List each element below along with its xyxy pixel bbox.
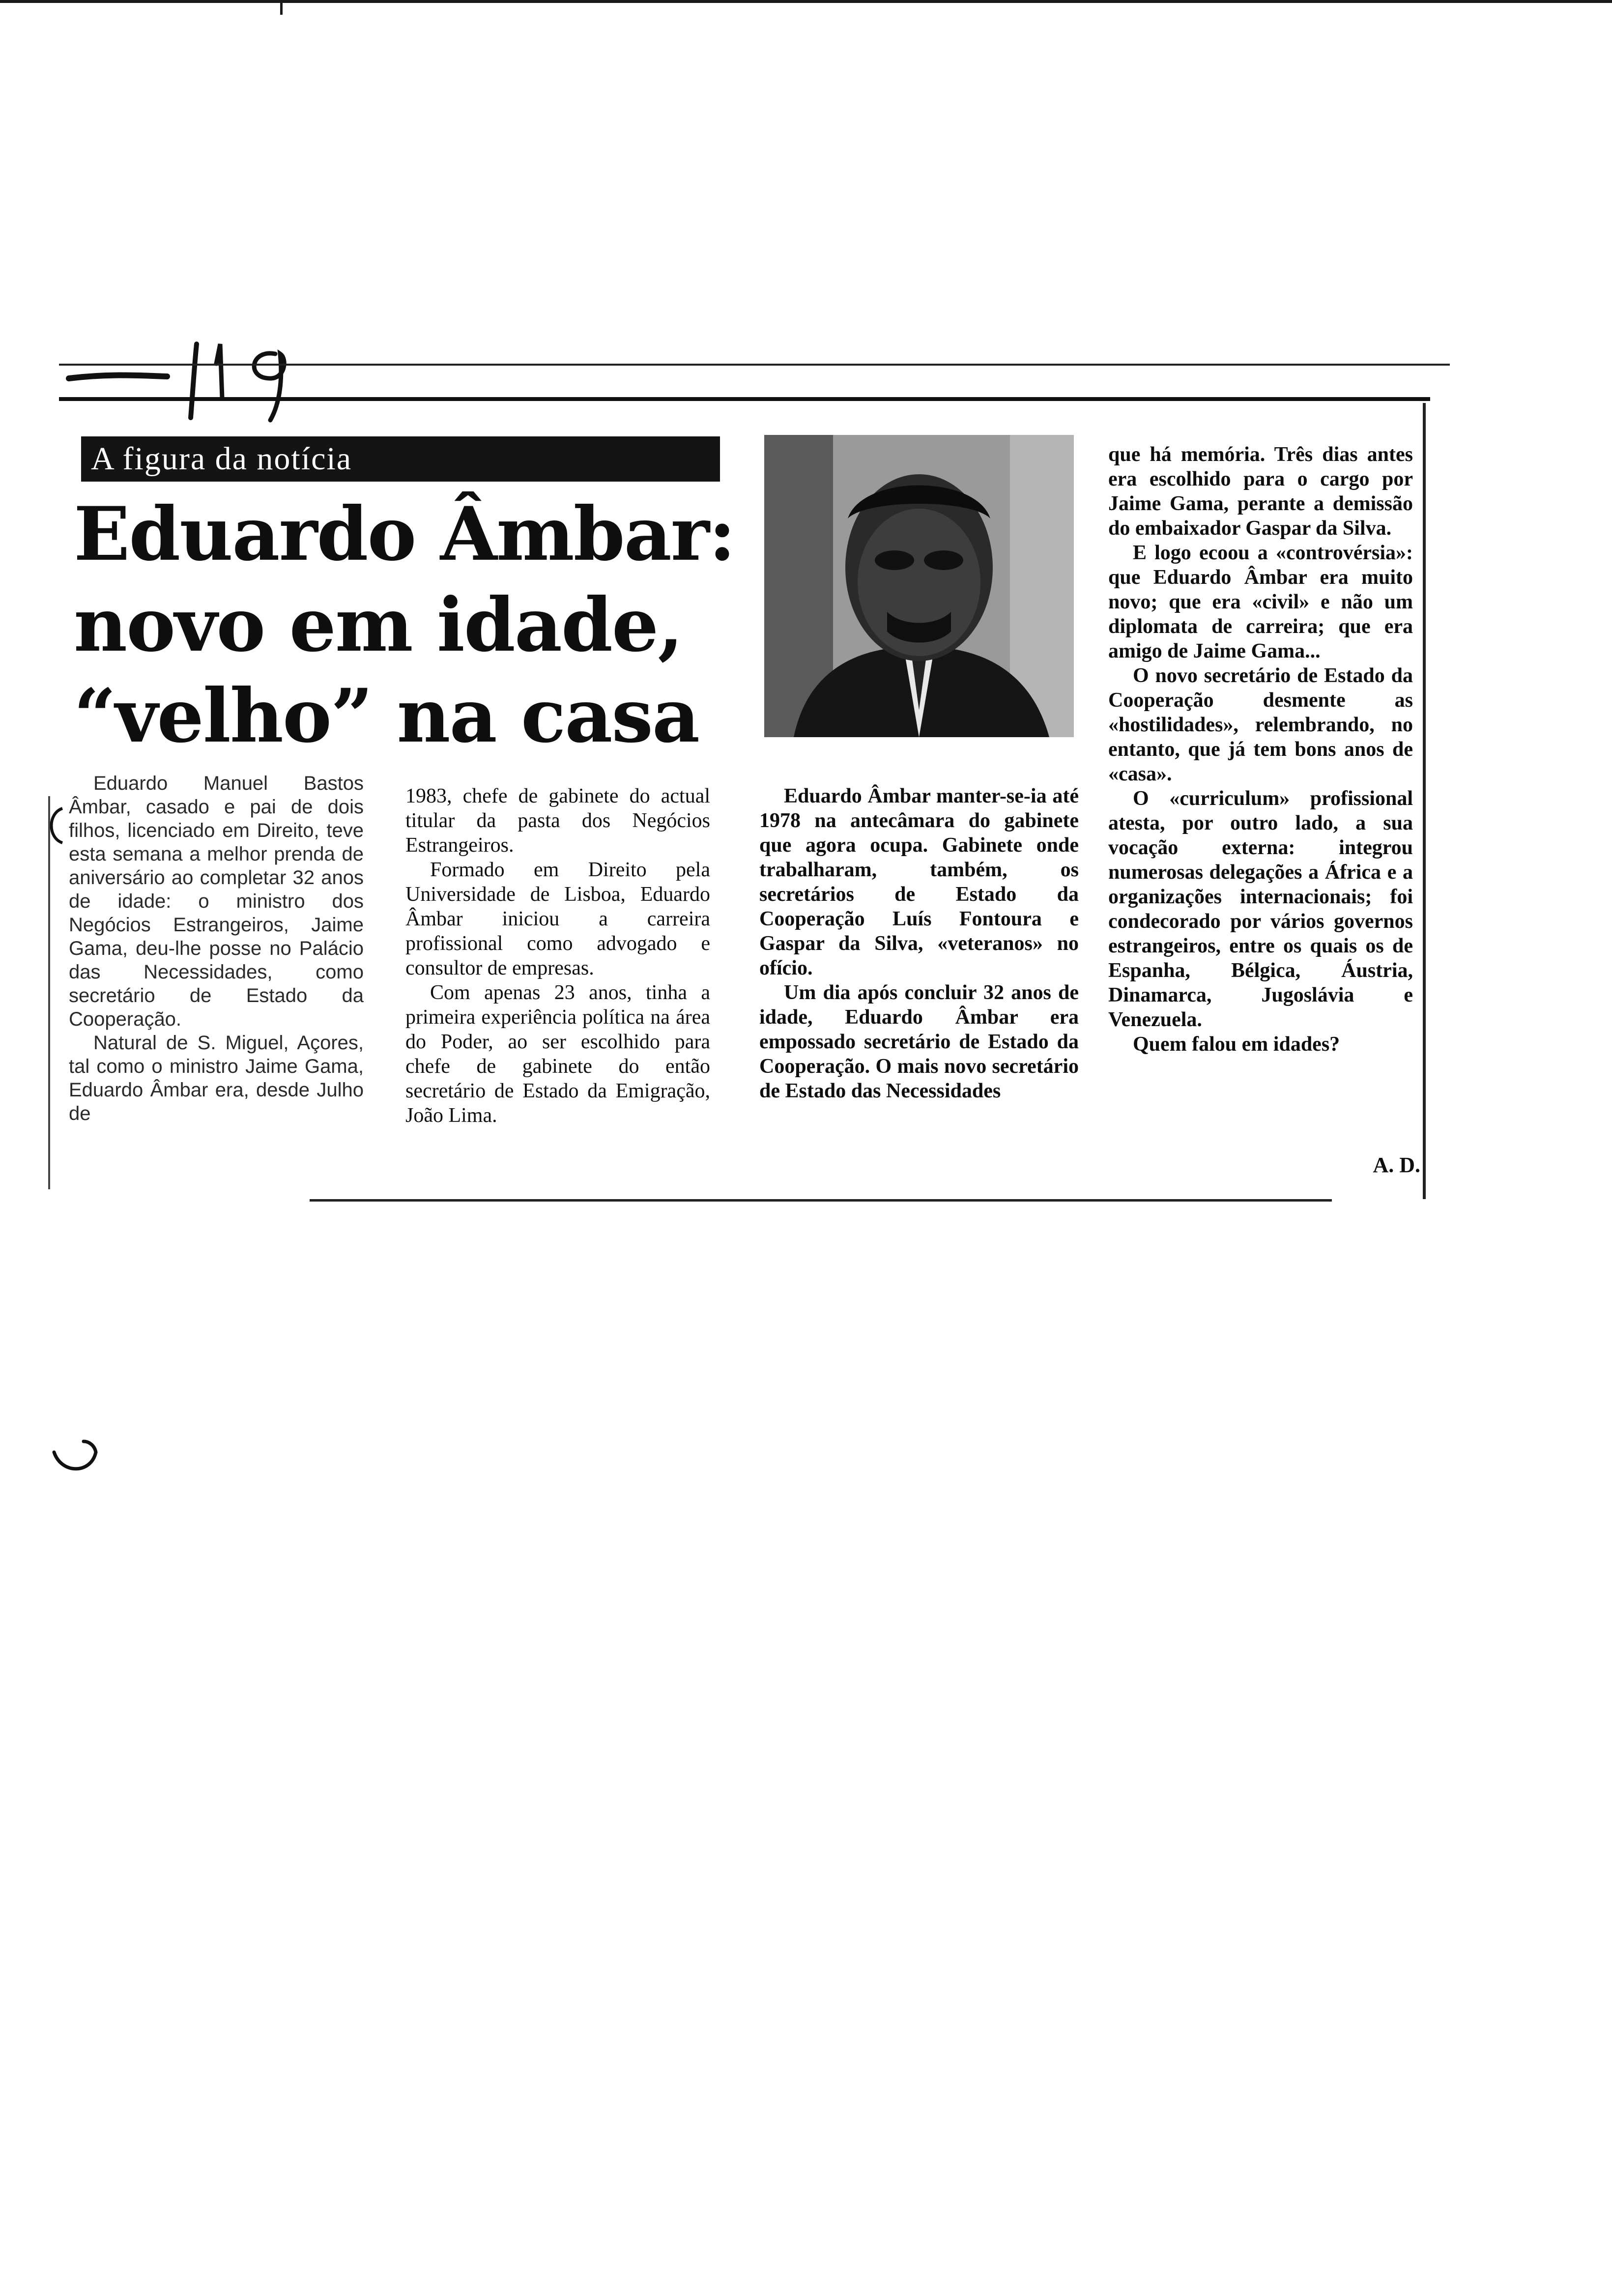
portrait-photo: [764, 435, 1074, 737]
article-column-4: [1108, 442, 1413, 1057]
headline-line-1: Eduardo Âmbar:: [74, 491, 735, 577]
section-label: A figura da notícia: [91, 441, 352, 477]
clipping-bottom-rule: [310, 1199, 1332, 1202]
headline-line-3: “velho” na casa: [74, 673, 699, 759]
clipping-frame-rule: [59, 397, 1430, 401]
author-signature: A. D.: [1373, 1153, 1420, 1177]
article-column-3: [759, 784, 1079, 1103]
clipping-right-rule: [1423, 403, 1426, 1199]
column-paragraph: Um dia após concluir 32 anos de idade, Eduardo Âmbar era empossado secretário de Estado da Cooperação. O mais novo secretário de Estado das Necessidades: [759, 981, 1079, 1102]
column-paragraph: Eduardo Manuel Bastos Âmbar, casado e pai de dois filhos, licenciado em Direito, teve esta semana a melhor prenda de aniversário ao completar 32 anos de idade: o ministro dos Negócios Estrangeiros, Jaime Gama, deu-lhe posse no Palácio das Necessidades, como secretário de Estado da Cooperação.: [69, 773, 364, 1030]
top-border-tick: [280, 0, 283, 15]
column-paragraph: O «curriculum» profissional atesta, por outro lado, a sua vocação externa: integrou numerosas delegações a África e a organizações internacionais; foi condecorado por vários governos estrangeiros, entre os quais os de Espanha, Bélgica, Áustria, Dinamarca, Jugoslávia e Venezuela.: [1108, 787, 1413, 1031]
clipping-left-rule: [48, 796, 50, 1189]
section-banner: [81, 436, 720, 482]
headline-line-2: novo em idade,: [74, 582, 683, 668]
article-column-1: [69, 772, 364, 1125]
clipping-top-rule: [59, 364, 1450, 366]
column-paragraph: que há memória. Três dias antes era escolhido para o cargo por Jaime Gama, perante a demissão do embaixador Gaspar da Silva.: [1108, 443, 1413, 540]
headline: [74, 489, 735, 762]
article-column-2: [405, 784, 710, 1128]
column-paragraph: O novo secretário de Estado da Cooperação desmente as «hostilidades», relembrando, no entanto, que já tem bons anos de «casa».: [1108, 664, 1413, 785]
column-paragraph: E logo ecoou a «controvérsia»: que Eduardo Âmbar era muito novo; que era «civil» e não um diplomata de carreira; que era amigo de Jaime Gama...: [1108, 542, 1413, 662]
column-paragraph: Quem falou em idades?: [1133, 1033, 1340, 1056]
punch-hole-mark: [45, 806, 65, 845]
handwritten-page-mark: [64, 324, 319, 423]
column-paragraph: Formado em Direito pela Universidade de Lisboa, Eduardo Âmbar iniciou a carreira profissional como advogado e consultor de empresas.: [405, 859, 710, 979]
column-paragraph: Natural de S. Miguel, Açores, tal como o ministro Jaime Gama, Eduardo Âmbar era, desde Julho de: [69, 1032, 364, 1124]
top-border-line: [0, 0, 1612, 3]
column-paragraph: Com apenas 23 anos, tinha a primeira experiência política na área do Poder, ao ser escolhido para chefe de gabinete do então secretário de Estado da Emigração, João Lima.: [405, 981, 710, 1127]
column-paragraph: 1983, chefe de gabinete do actual titular da pasta dos Negócios Estrangeiros.: [405, 785, 710, 857]
punch-hole-mark: [49, 1437, 103, 1477]
column-paragraph: Eduardo Âmbar manter-se-ia até 1978 na antecâmara do gabinete que agora ocupa. Gabinete onde trabalharam, também, os secretários de Estado da Cooperação Luís Fontoura e Gaspar da Silva, «veteranos» no ofício.: [759, 785, 1079, 979]
